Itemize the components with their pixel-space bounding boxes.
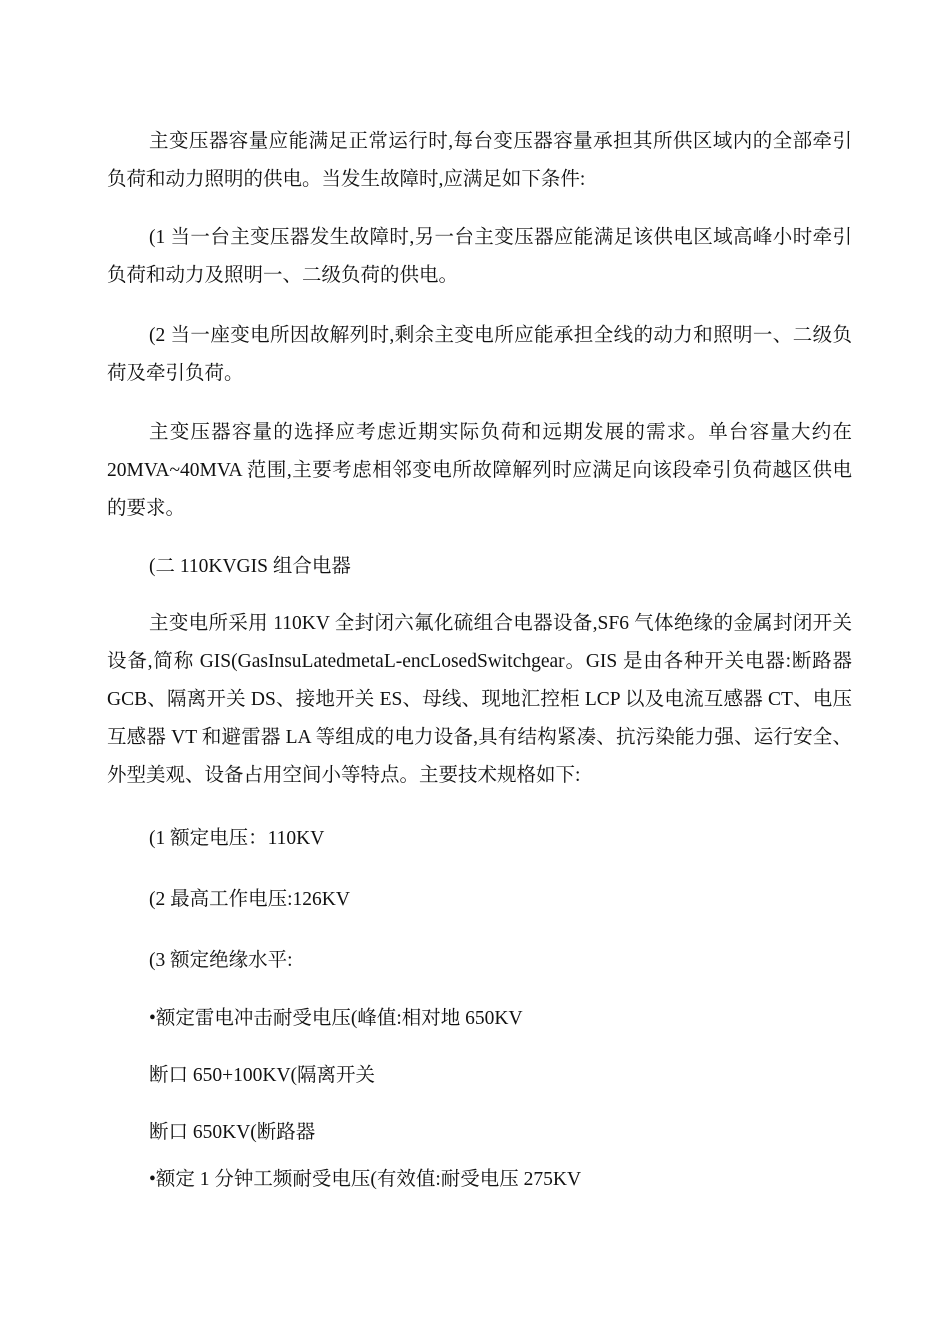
section-heading-gis: (二 110KVGIS 组合电器 xyxy=(149,556,351,577)
spec-power-frequency: •额定 1 分钟工频耐受电压(有效值:耐受电压 275KV xyxy=(149,1169,582,1190)
spec-rated-insulation-level: (3 额定绝缘水平: xyxy=(149,950,293,971)
paragraph-gis-description: 主变电所采用 110KV 全封闭六氟化硫组合电器设备,SF6 气体绝缘的金属封闭开关设备,简称 GIS(GasInsuLatedmetaL-encLosedSwitchgear。GIS 是由各种开关电器:断路器 GCB、隔离开关 DS、接地开关 ES、母线、现地汇控柜 LCP 以及电流互感器 CT、电压互感器 VT 和避雷器 LA 等组成的电力设备,具有结构紧凑、抗污染能力强、运行安全、外型美观、设备占用空间小等特点。主要技术规格如下: xyxy=(107,613,852,786)
paragraph-capacity-selection: 主变压器容量的选择应考虑近期实际负荷和远期发展的需求。单台容量大约在 20MVA~40MVA 范围,主要考虑相邻变电所故障解列时应满足向该段牵引负荷越区供电的要求。 xyxy=(107,422,852,519)
paragraph-condition-1: (1 当一台主变压器发生故障时,另一台主变压器应能满足该供电区域高峰小时牵引负荷和动力及照明一、二级负荷的供电。 xyxy=(107,227,852,286)
paragraph-main-transformer-capacity: 主变压器容量应能满足正常运行时,每台变压器容量承担其所供区域内的全部牵引负荷和动力照明的供电。当发生故障时,应满足如下条件: xyxy=(107,131,852,190)
spec-break-breaker: 断口 650KV(断路器 xyxy=(149,1122,316,1143)
spec-max-working-voltage: (2 最高工作电压:126KV xyxy=(149,889,350,910)
paragraph-condition-2: (2 当一座变电所因故解列时,剩余主变电所应能承担全线的动力和照明一、二级负荷及牵引负荷。 xyxy=(107,325,852,384)
spec-lightning-impulse: •额定雷电冲击耐受电压(峰值:相对地 650KV xyxy=(149,1008,523,1029)
spec-break-disconnector: 断口 650+100KV(隔离开关 xyxy=(149,1065,376,1086)
spec-rated-voltage: (1 额定电压：110KV xyxy=(149,828,325,849)
